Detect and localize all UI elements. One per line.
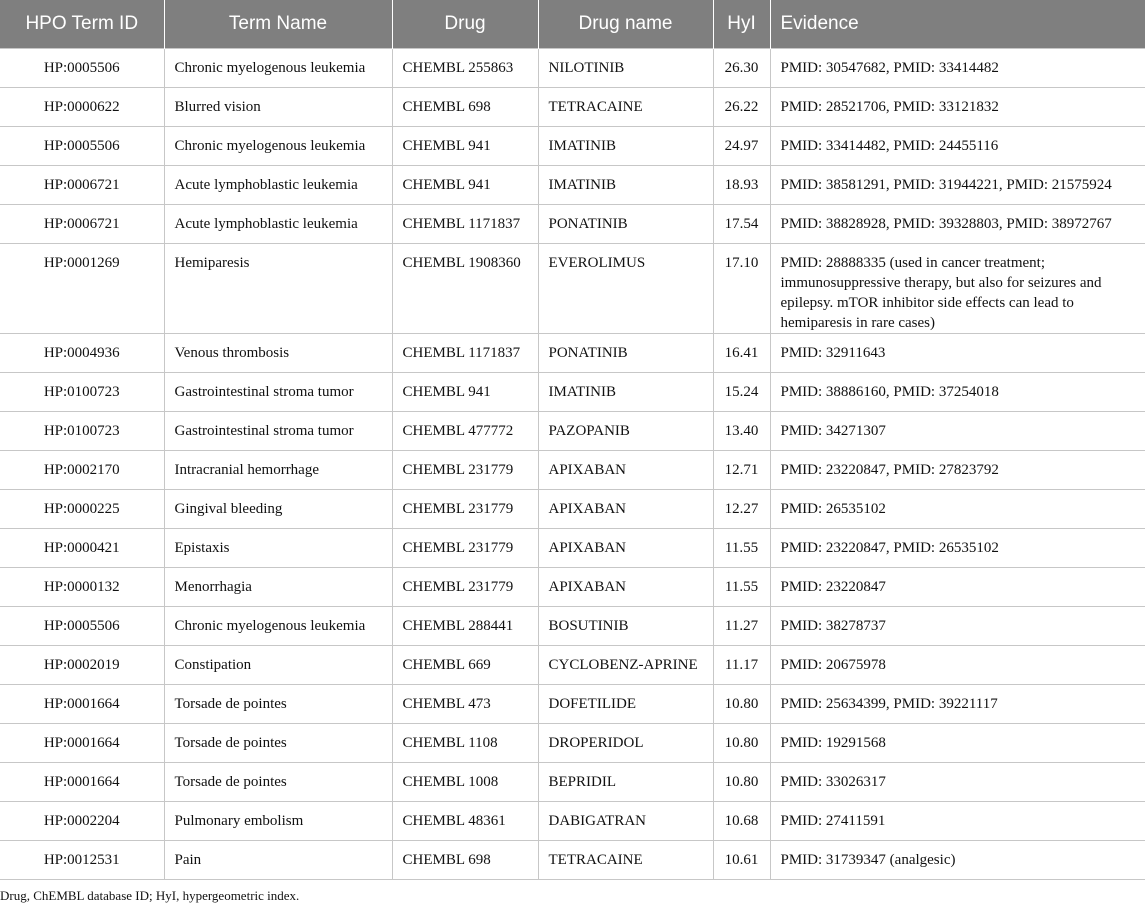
term-name-cell: Acute lymphoblastic leukemia: [164, 166, 392, 205]
drug-id-cell: CHEMBL 231779: [392, 490, 538, 529]
term-name-cell: Chronic myelogenous leukemia: [164, 49, 392, 88]
table-row: [0, 127, 1145, 166]
term-name-cell: Chronic myelogenous leukemia: [164, 607, 392, 646]
hyi-cell: 17.10: [713, 244, 770, 334]
table-row: [0, 412, 1145, 451]
table-body: [0, 49, 1145, 880]
drug-id-cell: CHEMBL 1171837: [392, 334, 538, 373]
hpo-term-id-cell: HP:0002204: [0, 802, 164, 841]
hyi-cell: 11.27: [713, 607, 770, 646]
hyi-cell: 17.54: [713, 205, 770, 244]
drug-name-cell: PONATINIB: [538, 205, 713, 244]
table-row: [0, 568, 1145, 607]
hyi-cell: 10.80: [713, 724, 770, 763]
drug-id-cell: CHEMBL 48361: [392, 802, 538, 841]
term-name-cell: Hemiparesis: [164, 244, 392, 334]
hpo-term-id-cell: HP:0001664: [0, 724, 164, 763]
term-name-cell: Gastrointestinal stroma tumor: [164, 373, 392, 412]
drug-id-cell: CHEMBL 255863: [392, 49, 538, 88]
hpo-term-id-cell: HP:0000132: [0, 568, 164, 607]
hpo-term-id-cell: HP:0000225: [0, 490, 164, 529]
table-row: [0, 88, 1145, 127]
table-header: [0, 0, 1145, 49]
header-row: [0, 0, 1145, 49]
drug-id-cell: CHEMBL 231779: [392, 529, 538, 568]
term-name-cell: Acute lymphoblastic leukemia: [164, 205, 392, 244]
hyi-cell: 10.61: [713, 841, 770, 880]
column-header-drug: Drug: [392, 0, 538, 49]
hyi-cell: 15.24: [713, 373, 770, 412]
drug-name-cell: APIXABAN: [538, 529, 713, 568]
table-row: [0, 685, 1145, 724]
term-name-cell: Gastrointestinal stroma tumor: [164, 412, 392, 451]
drug-name-cell: CYCLOBENZ-APRINE: [538, 646, 713, 685]
column-header-evidence: Evidence: [770, 0, 1145, 49]
drug-id-cell: CHEMBL 1908360: [392, 244, 538, 334]
drug-name-cell: IMATINIB: [538, 127, 713, 166]
drug-name-cell: APIXABAN: [538, 451, 713, 490]
term-name-cell: Torsade de pointes: [164, 724, 392, 763]
evidence-cell: PMID: 26535102: [770, 490, 1145, 529]
term-name-cell: Venous thrombosis: [164, 334, 392, 373]
table-row: [0, 763, 1145, 802]
drug-id-cell: CHEMBL 477772: [392, 412, 538, 451]
term-name-cell: Chronic myelogenous leukemia: [164, 127, 392, 166]
hyi-cell: 10.80: [713, 685, 770, 724]
hyi-cell: 12.27: [713, 490, 770, 529]
term-name-cell: Pain: [164, 841, 392, 880]
column-header-hpo-term-id: HPO Term ID: [0, 0, 164, 49]
hpo-term-id-cell: HP:0006721: [0, 205, 164, 244]
hpo-term-id-cell: HP:0000421: [0, 529, 164, 568]
drug-name-cell: NILOTINIB: [538, 49, 713, 88]
term-name-cell: Constipation: [164, 646, 392, 685]
evidence-cell: PMID: 28521706, PMID: 33121832: [770, 88, 1145, 127]
evidence-cell: PMID: 38828928, PMID: 39328803, PMID: 38972767: [770, 205, 1145, 244]
drug-name-cell: DABIGATRAN: [538, 802, 713, 841]
column-header-drug-name: Drug name: [538, 0, 713, 49]
table-footnote: Drug, ChEMBL database ID; HyI, hypergeometric index.: [0, 888, 300, 903]
drug-id-cell: CHEMBL 941: [392, 373, 538, 412]
hpo-term-id-cell: HP:0001664: [0, 685, 164, 724]
hyi-cell: 11.55: [713, 568, 770, 607]
evidence-cell: PMID: 19291568: [770, 724, 1145, 763]
drug-name-cell: BOSUTINIB: [538, 607, 713, 646]
hyi-cell: 11.55: [713, 529, 770, 568]
hpo-term-id-cell: HP:0005506: [0, 127, 164, 166]
table-row: [0, 646, 1145, 685]
table-row: [0, 529, 1145, 568]
drug-name-cell: APIXABAN: [538, 490, 713, 529]
table-row: [0, 802, 1145, 841]
drug-id-cell: CHEMBL 288441: [392, 607, 538, 646]
drug-id-cell: CHEMBL 1108: [392, 724, 538, 763]
evidence-cell: PMID: 38278737: [770, 607, 1145, 646]
table-row: [0, 607, 1145, 646]
table-row: [0, 451, 1145, 490]
term-name-cell: Epistaxis: [164, 529, 392, 568]
term-name-cell: Torsade de pointes: [164, 763, 392, 802]
table-row: [0, 244, 1145, 334]
drug-name-cell: APIXABAN: [538, 568, 713, 607]
drug-id-cell: CHEMBL 231779: [392, 568, 538, 607]
drug-id-cell: CHEMBL 1008: [392, 763, 538, 802]
hpo-term-id-cell: HP:0005506: [0, 49, 164, 88]
table-row: [0, 166, 1145, 205]
hpo-term-id-cell: HP:0001269: [0, 244, 164, 334]
drug-name-cell: IMATINIB: [538, 166, 713, 205]
drug-id-cell: CHEMBL 698: [392, 841, 538, 880]
evidence-cell: PMID: 38886160, PMID: 37254018: [770, 373, 1145, 412]
hpo-term-id-cell: HP:0000622: [0, 88, 164, 127]
evidence-cell: PMID: 23220847: [770, 568, 1145, 607]
term-name-cell: Pulmonary embolism: [164, 802, 392, 841]
table-row: [0, 841, 1145, 880]
evidence-cell: PMID: 20675978: [770, 646, 1145, 685]
hpo-term-id-cell: HP:0100723: [0, 373, 164, 412]
hpo-term-id-cell: HP:0002019: [0, 646, 164, 685]
table-row: [0, 205, 1145, 244]
term-name-cell: Gingival bleeding: [164, 490, 392, 529]
hyi-cell: 10.68: [713, 802, 770, 841]
hpo-term-id-cell: HP:0002170: [0, 451, 164, 490]
table-row: [0, 49, 1145, 88]
evidence-cell: PMID: 30547682, PMID: 33414482: [770, 49, 1145, 88]
hpo-term-id-cell: HP:0012531: [0, 841, 164, 880]
term-name-cell: Menorrhagia: [164, 568, 392, 607]
table-row: [0, 490, 1145, 529]
column-header-term-name: Term Name: [164, 0, 392, 49]
evidence-cell: PMID: 25634399, PMID: 39221117: [770, 685, 1145, 724]
hpo-term-id-cell: HP:0006721: [0, 166, 164, 205]
evidence-cell: PMID: 27411591: [770, 802, 1145, 841]
drug-id-cell: CHEMBL 1171837: [392, 205, 538, 244]
evidence-cell: PMID: 31739347 (analgesic): [770, 841, 1145, 880]
hpo-term-id-cell: HP:0005506: [0, 607, 164, 646]
table-row: [0, 334, 1145, 373]
drug-name-cell: BEPRIDIL: [538, 763, 713, 802]
drug-name-cell: PAZOPANIB: [538, 412, 713, 451]
hpo-term-id-cell: HP:0100723: [0, 412, 164, 451]
term-name-cell: Intracranial hemorrhage: [164, 451, 392, 490]
hyi-cell: 26.30: [713, 49, 770, 88]
hyi-cell: 13.40: [713, 412, 770, 451]
drug-id-cell: CHEMBL 941: [392, 127, 538, 166]
drug-name-cell: DOFETILIDE: [538, 685, 713, 724]
hyi-cell: 16.41: [713, 334, 770, 373]
evidence-cell: PMID: 34271307: [770, 412, 1145, 451]
drug-id-cell: CHEMBL 231779: [392, 451, 538, 490]
term-name-cell: Torsade de pointes: [164, 685, 392, 724]
evidence-cell: PMID: 33414482, PMID: 24455116: [770, 127, 1145, 166]
drug-id-cell: CHEMBL 941: [392, 166, 538, 205]
hpo-term-id-cell: HP:0001664: [0, 763, 164, 802]
drug-name-cell: TETRACAINE: [538, 88, 713, 127]
drug-name-cell: DROPERIDOL: [538, 724, 713, 763]
evidence-cell: PMID: 23220847, PMID: 27823792: [770, 451, 1145, 490]
hyi-cell: 10.80: [713, 763, 770, 802]
hyi-cell: 24.97: [713, 127, 770, 166]
drug-id-cell: CHEMBL 473: [392, 685, 538, 724]
hyi-cell: 26.22: [713, 88, 770, 127]
drug-name-cell: PONATINIB: [538, 334, 713, 373]
term-name-cell: Blurred vision: [164, 88, 392, 127]
evidence-cell: PMID: 32911643: [770, 334, 1145, 373]
evidence-cell: PMID: 33026317: [770, 763, 1145, 802]
hyi-cell: 12.71: [713, 451, 770, 490]
hpo-term-id-cell: HP:0004936: [0, 334, 164, 373]
hyi-cell: 18.93: [713, 166, 770, 205]
hyi-cell: 11.17: [713, 646, 770, 685]
table-row: [0, 373, 1145, 412]
table-row: [0, 724, 1145, 763]
drug-name-cell: IMATINIB: [538, 373, 713, 412]
evidence-cell: PMID: 23220847, PMID: 26535102: [770, 529, 1145, 568]
drug-id-cell: CHEMBL 698: [392, 88, 538, 127]
drug-name-cell: EVEROLIMUS: [538, 244, 713, 334]
drug-id-cell: CHEMBL 669: [392, 646, 538, 685]
drug-name-cell: TETRACAINE: [538, 841, 713, 880]
evidence-cell: PMID: 28888335 (used in cancer treatment; immunosuppressive therapy, but also for seizures and epilepsy. mTOR inhibitor side effects can lead to hemiparesis in rare cases): [770, 244, 1145, 334]
column-header-hyi: HyI: [713, 0, 770, 49]
evidence-cell: PMID: 38581291, PMID: 31944221, PMID: 21575924: [770, 166, 1145, 205]
